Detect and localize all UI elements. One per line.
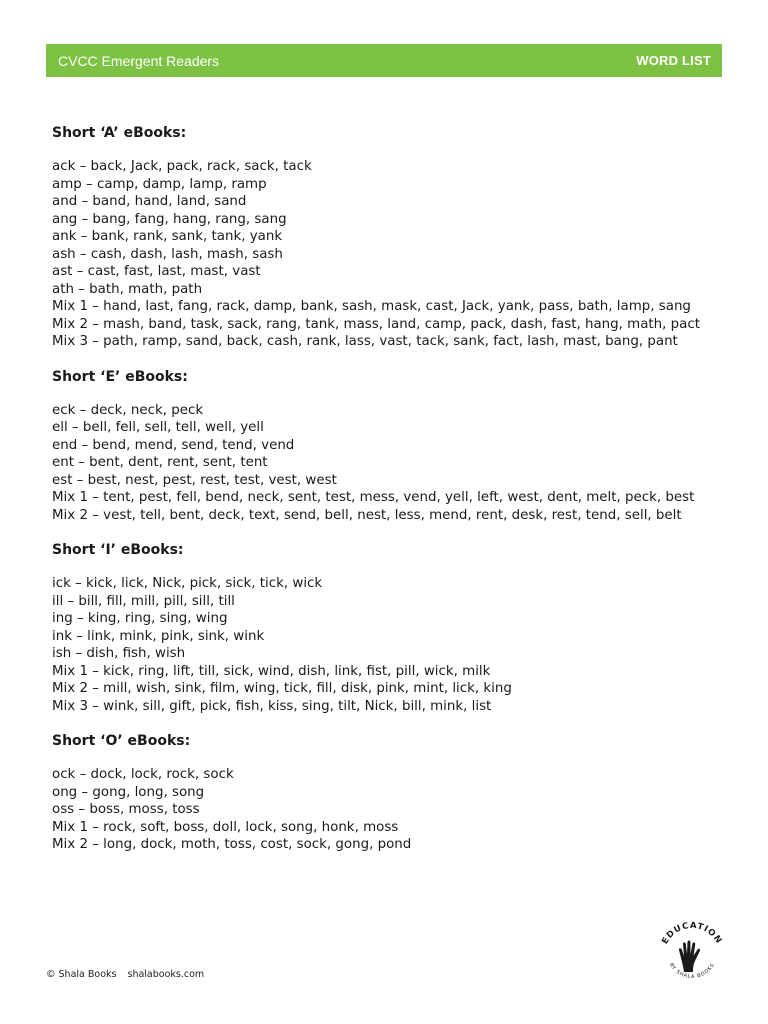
word-list-label: WORD LIST [636,53,711,68]
word-family-line: ong – gong, long, song [52,784,205,800]
word-family-line: Mix 3 – path, ramp, sand, back, cash, rank, lass, vast, tack, sank, fact, lash, mast, bang, pant [52,334,678,349]
word-family-line: Mix 1 – rock, soft, boss, doll, lock, song, honk, moss [52,819,399,835]
word-family-line: ang – bang, fang, hang, rang, sang [52,211,287,227]
section-heading: Short ‘A’ eBooks: [52,125,187,141]
word-family-line: Mix 2 – vest, tell, bent, deck, text, send, bell, nest, less, mend, rent, desk, rest, tend, sell, belt [52,507,682,523]
word-list-content [52,123,742,870]
word-family-list [52,575,742,715]
word-family-list [52,158,742,351]
section [52,123,742,351]
word-family-list [52,402,742,525]
word-family-line: Mix 2 – mill, wish, sink, film, wing, tick, fill, disk, pink, mint, lick, king [52,681,512,696]
word-family-line: ill – bill, fill, mill, pill, sill, till [52,593,235,609]
section [52,367,742,525]
word-family-line: ish – dish, fish, wish [52,646,186,661]
word-family-line: ick – kick, lick, Nick, pick, sick, tick, wick [52,576,323,591]
footer [46,969,204,980]
word-family-line: end – bend, mend, send, tend, vend [52,437,295,453]
education-logo [654,916,730,992]
section-heading: Short ‘E’ eBooks: [52,368,188,385]
word-family-line: ath – bath, math, path [52,281,203,297]
word-family-line: and – band, hand, land, sand [52,194,247,209]
word-family-line: ast – cast, fast, last, mast, vast [52,264,261,279]
section-heading: Short ‘O’ eBooks: [52,733,191,749]
document-title: CVCC Emergent Readers [58,52,220,69]
word-family-line: ell – bell, fell, sell, tell, well, yell [52,420,264,435]
word-family-line: ash – cash, dash, lash, mash, sash [52,246,283,262]
logo-text-top: EDUCATION [660,920,724,947]
header-bar [46,44,722,77]
word-family-line: ank – bank, rank, sank, tank, yank [52,229,283,244]
word-family-line: ent – bent, dent, rent, sent, tent [52,455,268,470]
word-family-line: Mix 2 – mash, band, task, sack, rang, tank, mass, land, camp, pack, dash, fast, hang, math, pact [52,316,701,332]
word-family-line: ing – king, ring, sing, wing [52,611,228,626]
section [52,731,742,854]
word-family-line: ack – back, Jack, pack, rack, sack, tack [52,159,312,174]
word-family-line: oss – boss, moss, toss [52,802,200,817]
section-heading: Short ‘I’ eBooks: [52,542,184,558]
svg-text:EDUCATION [660,921,723,946]
word-family-line: eck – deck, neck, peck [52,402,204,418]
website-text: shalabooks.com [127,969,205,980]
section [52,540,742,715]
word-family-line: Mix 2 – long, dock, moth, toss, cost, sock, gong, pond [52,837,412,852]
word-family-line: Mix 1 – hand, last, fang, rack, damp, bank, sash, mask, cast, Jack, yank, pass, bath, lamp, sang [52,299,691,314]
word-family-line: ink – link, mink, pink, sink, wink [52,628,265,644]
hand-icon [679,941,700,973]
word-family-line: ock – dock, lock, rock, sock [52,767,234,782]
copyright-text: © Shala Books [46,969,117,980]
word-family-line: Mix 1 – kick, ring, lift, till, sick, wind, dish, link, fist, pill, wick, milk [52,663,491,679]
word-family-line: amp – camp, damp, lamp, ramp [52,176,267,192]
word-family-line: Mix 3 – wink, sill, gift, pick, fish, kiss, sing, tilt, Nick, bill, mink, list [52,698,492,714]
word-family-line: Mix 1 – tent, pest, fell, bend, neck, sent, test, mess, vend, yell, left, west, dent, melt, peck, best [52,490,695,505]
word-family-line: est – best, nest, pest, rest, test, vest, west [52,472,337,488]
logo-text-bottom: BY SHALA BOOKS [667,962,717,981]
word-family-list [52,766,742,854]
